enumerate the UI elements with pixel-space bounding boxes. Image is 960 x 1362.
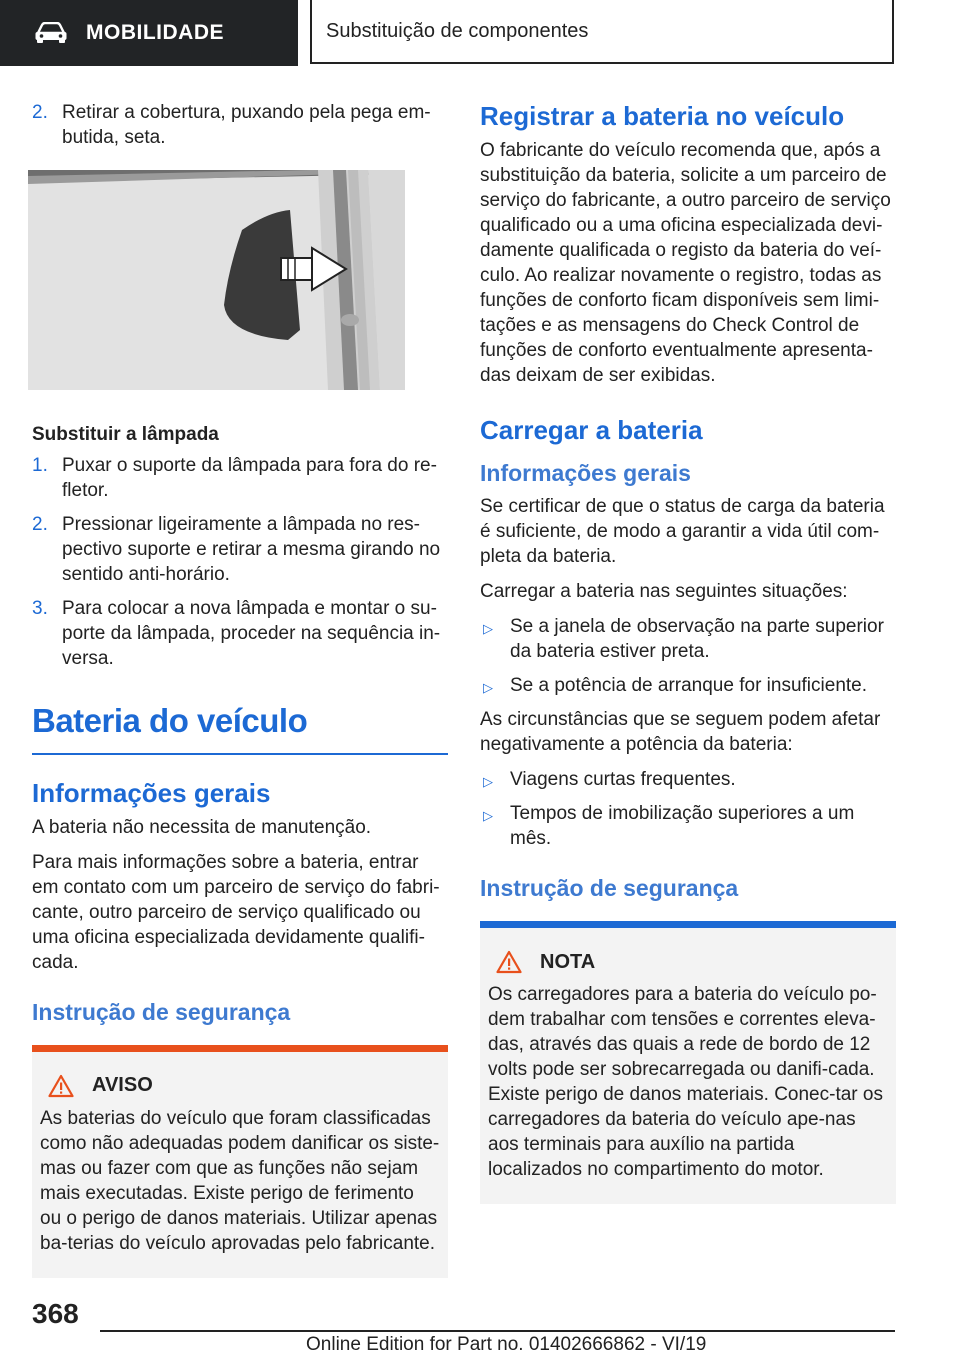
- paragraph: As circunstâncias que se seguem podem afetar negativamente a potência da bateria:: [480, 709, 881, 755]
- paragraph: O fabricante do veículo recomenda que, após a substituição da bateria, solicite a um parceiro de serviço do fabricante, a outro parceiro de serviço qualificado ou a uma oficina especializada devi-damente qualificada o registo da bateria do veí-culo. Ao realizar novamente o registro, todas as funções de conforto ficam disponíveis sem limi-tações e as mensagens do Check Control de funções de conforto eventualmente apresenta-das deixam de ser exibidas.: [480, 140, 891, 386]
- step-item: [32, 100, 448, 150]
- heading-rule: [32, 753, 448, 755]
- list-item: [480, 673, 896, 698]
- subheading-replace-bulb: Substituir a lâmpada: [32, 424, 219, 445]
- bullet-triangle-icon: ▷: [483, 774, 493, 789]
- list-item: [480, 801, 896, 851]
- step-number: 2.: [32, 514, 48, 535]
- warning-title: [48, 1074, 440, 1098]
- right-column: [480, 100, 896, 1204]
- list-item: [480, 767, 896, 792]
- step-number: 1.: [32, 455, 48, 476]
- left-column: [32, 100, 448, 1278]
- edition-text: Online Edition for Part no. 01402666862 - VI/19: [306, 1334, 707, 1355]
- step-text: Puxar o suporte da lâmpada para fora do re-fletor.: [62, 455, 437, 501]
- warning-triangle-icon: [48, 1074, 74, 1098]
- heading-safety: Instrução de segurança: [480, 875, 739, 901]
- section-tab: [0, 0, 298, 66]
- heading-general-info: Informações gerais: [32, 777, 271, 808]
- warning-box: [32, 1045, 448, 1278]
- warning-text: As baterias do veículo que foram classificadas como não adequadas podem danificar os siste-mas ou fazer com que as funções não sejam mais executadas. Existe perigo de ferimento ou o perigo de danos materiais. Utilizar apenas ba-terias do veículo aprovadas pelo fabricante.: [40, 1107, 440, 1254]
- battery-cover-photo: [28, 170, 405, 390]
- step-number: 2.: [32, 102, 48, 123]
- warning-triangle-icon: [496, 950, 522, 974]
- section-label: MOBILIDADE: [86, 21, 224, 44]
- bullet-triangle-icon: ▷: [483, 621, 493, 636]
- heading-general-info: Informações gerais: [480, 460, 691, 486]
- paragraph: A bateria não necessita de manutenção.: [32, 816, 372, 838]
- step-item: [32, 596, 448, 671]
- cover-illustration: [28, 170, 405, 390]
- step-item: [32, 453, 448, 503]
- bullet-text: Tempos de imobilização superiores a um mês.: [510, 803, 855, 849]
- note-title: [496, 950, 888, 974]
- heading-vehicle-battery: Bateria do veículo: [32, 702, 308, 739]
- page-number: 368: [32, 1298, 79, 1329]
- note-label: NOTA: [540, 950, 596, 973]
- step-number: 3.: [32, 598, 48, 619]
- warning-label: AVISO: [92, 1074, 153, 1096]
- step-text: Para colocar a nova lâmpada e montar o su-porte da lâmpada, proceder na sequência in-versa.: [62, 598, 441, 669]
- page-header: [0, 0, 960, 66]
- heading-safety: Instrução de segurança: [32, 998, 291, 1025]
- bullet-text: Se a potência de arranque for insuficiente.: [510, 675, 868, 696]
- bullet-triangle-icon: ▷: [483, 680, 493, 695]
- bullet-text: Se a janela de observação na parte superior da bateria estiver preta.: [510, 616, 884, 662]
- step-text: Retirar a cobertura, puxando pela pega em-butida, seta.: [62, 102, 431, 148]
- step-item: [32, 512, 448, 587]
- chapter-title-box: [310, 0, 894, 64]
- bullet-triangle-icon: ▷: [483, 808, 493, 823]
- paragraph: Para mais informações sobre a bateria, entrar em contato com um parceiro de serviço do fabri-cante, outro parceiro de serviço qualificado ou uma oficina especializada devidamente qualifi-cada.: [32, 851, 440, 973]
- page-footer: [0, 1290, 960, 1362]
- step-text: Pressionar ligeiramente a lâmpada no res-pectivo suporte e retirar a mesma girando no sentido anti-horário.: [62, 514, 441, 585]
- footer-rule: [100, 1330, 895, 1332]
- chapter-title: Substituição de componentes: [326, 19, 589, 42]
- car-icon: [34, 22, 68, 44]
- note-box: [480, 921, 896, 1204]
- heading-register-battery: Registrar a bateria no veículo: [480, 101, 845, 131]
- paragraph: Carregar a bateria nas seguintes situações:: [480, 581, 848, 602]
- heading-charge-battery: Carregar a bateria: [480, 415, 703, 445]
- paragraph: Se certificar de que o status de carga da bateria é suficiente, de modo a garantir a vida útil com-pleta da bateria.: [480, 496, 885, 567]
- list-item: [480, 614, 896, 664]
- bullet-text: Viagens curtas frequentes.: [510, 769, 736, 790]
- note-text: Os carregadores para a bateria do veículo po-dem trabalhar com tensões e correntes eleva-das, através das quais a rede de bordo de 12 volts pode ser sobrecarregada ou danifi-cada. Existe perigo de danos materiais. Conec-tar os carregadores da bateria do veículo ape-nas aos terminais para auxílio na partida localizados no compartimento do motor.: [488, 984, 883, 1180]
